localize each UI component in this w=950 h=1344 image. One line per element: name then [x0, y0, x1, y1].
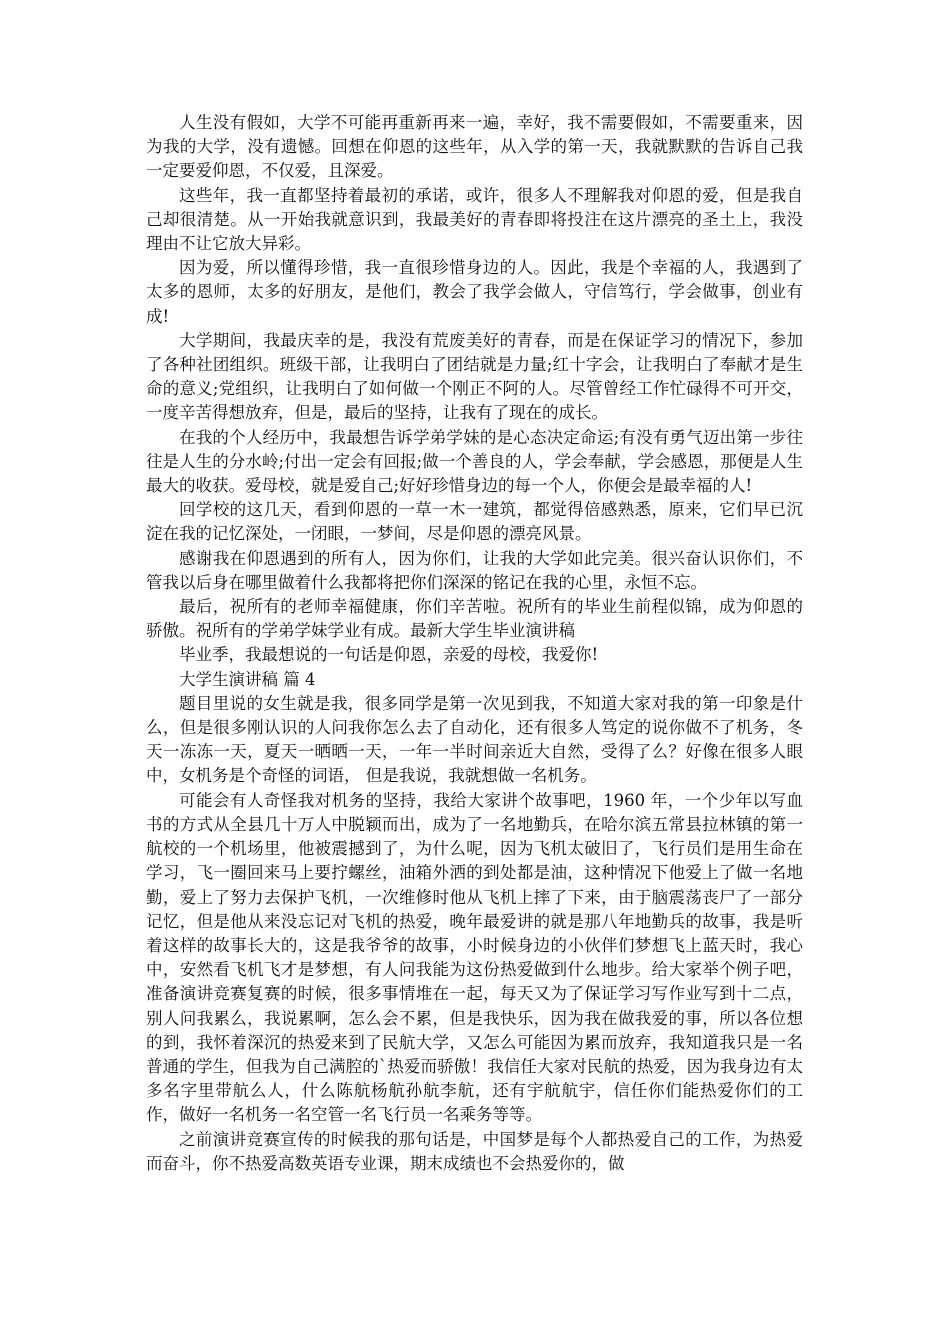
- paragraph: 可能会有人奇怪我对机务的坚持，我给大家讲个故事吧，1960 年，一个少年以写血书的方式从全县几十万人中脱颖而出，成为了一名地勤兵，在哈尔滨五常县拉林镇的第一航校的一个机场里，他被震撼到了，为什么呢，因为飞机太破旧了，飞行员们是用生命在学习，飞一圈回来马上要拧螺丝，油箱外洒的到处都是油，这种情况下他爱上了做一名地勤，爱上了努力去保护飞机，一次维修时他从飞机上摔了下来，由于脑震荡丧尸了一部分记忆，但是他从来没忘记对飞机的热爱，晚年最爱讲的就是那八年地勤兵的故事，我是听着这样的故事长大的，这是我爷爷的故事，小时候身边的小伙伴们梦想飞上蓝天时，我心中，安然看飞机飞才是梦想，有人问我能为这份热爱做到什么地步。给大家举个例子吧，准备演讲竞赛复赛的时候，很多事情堆在一起，每天又为了保证学习写作业写到十二点，别人问我累么，我说累啊，怎么会不累，但是我快乐，因为我在做我爱的事，所以各位想的到，我怀着深沉的热爱来到了民航大学，又怎么可能因为累而放弃，我知道我只是一名普通的学生，但我为自己满腔的`热爱而骄傲！我信任大家对民航的热爱，因为我身边有太多名字里带航么人，什么陈航杨航孙航李航，还有宇航航宇，信任你们能热爱你们的工作，做好一名机务一名空管一名飞行员一名乘务等等。: [146, 790, 803, 1125]
- section-title: 大学生演讲稿 篇 4: [179, 669, 316, 689]
- document-body: [146, 111, 803, 1176]
- paragraph: 因为爱，所以懂得珍惜，我一直很珍惜身边的人。因此，我是个幸福的人，我遇到了太多的恩师，太多的好朋友，是他们，教会了我学会做人，守信笃行，学会做事，创业有成!: [146, 258, 803, 326]
- paragraph: 人生没有假如，大学不可能再重新再来一遍，幸好，我不需要假如，不需要重来，因为我的大学，没有遗憾。回想在仰恩的这些年，从入学的第一天，我就默默的告诉自己我一定要爱仰恩，不仅爱，且深爱。: [146, 113, 803, 181]
- paragraph: 在我的个人经历中，我最想告诉学弟学妹的是心态决定命运;有没有勇气迈出第一步往往是人生的分水岭;付出一定会有回报;做一个善良的人，学会奉献，学会感恩，那便是人生最大的收获。爱母校，就是爱自己;好好珍惜身边的每一个人，你便会是最幸福的人!: [146, 427, 803, 496]
- paragraph: 最后，祝所有的老师幸福健康，你们辛苦啦。祝所有的毕业生前程似锦，成为仰恩的骄傲。祝所有的学弟学妹学业有成。最新大学生毕业演讲稿: [146, 597, 803, 641]
- paragraph: 毕业季，我最想说的一句话是仰恩，亲爱的母校，我爱你!: [179, 645, 599, 665]
- paragraph: 大学期间，我最庆幸的是，我没有荒废美好的青春，而是在保证学习的情况下，参加了各种社团组织。班级干部，让我明白了团结就是力量;红十字会，让我明白了奉献才是生命的意义;党组织，让我明白了如何做一个刚正不阿的人。尽管曾经工作忙碌得不可开交，一度辛苦得想放弃，但是，最后的坚持，让我有了现在的成长。: [146, 330, 803, 423]
- paragraph: 回学校的这几天，看到仰恩的一草一木一建筑，都觉得倍感熟悉，原来，它们早已沉淀在我的记忆深处，一闭眼，一梦间，尽是仰恩的漂亮风景。: [146, 500, 803, 544]
- paragraph: 感谢我在仰恩遇到的所有人，因为你们，让我的大学如此完美。很兴奋认识你们，不管我以后身在哪里做着什么我都将把你们深深的铭记在我的心里，永恒不忘。: [146, 548, 803, 592]
- paragraph: 之前演讲竞赛宣传的时候我的那句话是，中国梦是每个人都热爱自己的工作，为热爱而奋斗，你不热爱高数英语专业课，期末成绩也不会热爱你的，做: [146, 1129, 803, 1173]
- paragraph: 这些年，我一直都坚持着最初的承诺，或许，很多人不理解我对仰恩的爱，但是我自己却很清楚。从一开始我就意识到，我最美好的青春即将投注在这片漂亮的圣土上，我没理由不让它放大异彩。: [146, 185, 803, 254]
- paragraph: 题目里说的女生就是我，很多同学是第一次见到我，不知道大家对我的第一印象是什么，但是很多刚认识的人问我你怎么去了自动化，还有很多人笃定的说你做不了机务，冬天一冻冻一天，夏天一晒晒一天，一年一半时间亲近大自然，受得了么？好像在很多人眼中，女机务是个奇怪的词语， 但是我说，我就想做一名机务。: [146, 693, 803, 786]
